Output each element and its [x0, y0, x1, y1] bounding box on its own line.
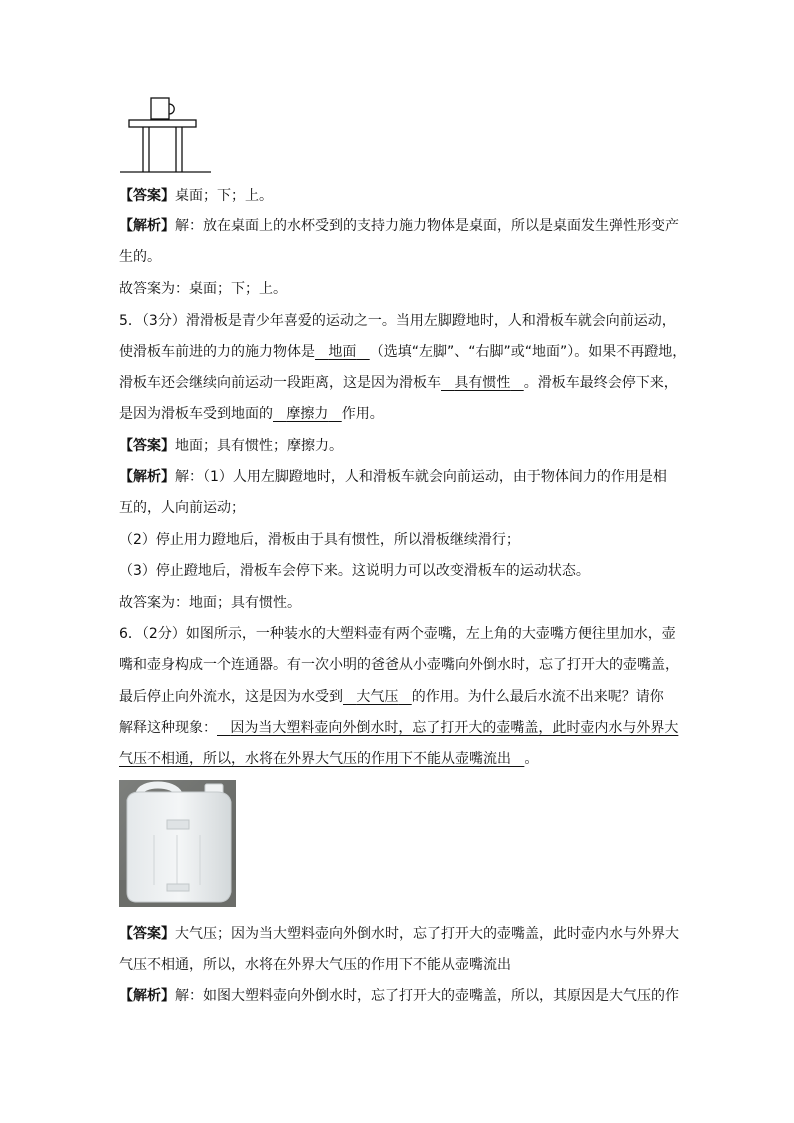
q6-question-line3: [119, 687, 664, 707]
q5-question-line1: 5．（3分）滑滑板是青少年喜爱的运动之一。当用左脚蹬地时，人和滑板车就会向前运动，: [119, 313, 676, 329]
q6-question-line1: 6．（2分）如图所示，一种装水的大塑料壶有两个壶嘴，左上角的大壶嘴方便往里加水，壶: [119, 626, 676, 642]
q4-analysis-cont: 生的。: [119, 249, 161, 265]
q5-text: （选填“左脚”、“右脚”或“地面”）。如果不再蹬地，: [369, 344, 687, 360]
q5-question-line4: [119, 404, 384, 424]
analysis-text: 解：如图大塑料壶向外倒水时，忘了打开大的壶嘴盖，所以，其原因是大气压的作: [175, 988, 679, 1004]
q6-analysis: [119, 986, 679, 1006]
q5-text: 滑板车还会继续向前运动一段距离，这是因为滑板车: [119, 375, 441, 391]
q5-analysis-line2: 互的，人向前运动；: [119, 500, 245, 516]
q5-text: 使滑板车前进的力的施力物体是: [119, 344, 315, 360]
answer-text: 地面；具有惯性；摩擦力。: [175, 438, 343, 454]
q6-text: 的作用。为什么最后水流不出来呢？请你: [411, 689, 664, 705]
q6-text: 最后停止向外流水，这是因为水受到: [119, 689, 343, 705]
q5-final-answer: 故答案为：地面；具有惯性。: [119, 595, 301, 611]
q6-answer-cont: 气压不相通，所以，水将在外界大气压的作用下不能从壶嘴流出: [119, 957, 511, 973]
q5-question-line2: [119, 342, 686, 362]
q5-text: 作用。: [341, 406, 384, 422]
answer-label: 【答案】: [119, 438, 175, 454]
analysis-label: 【解析】: [119, 988, 175, 1004]
answer-text: 桌面；下；上。: [175, 188, 273, 204]
q5-blank2: 具有惯性: [454, 375, 511, 391]
analysis-text: 解：放在桌面上的水杯受到的支持力施力物体是桌面，所以是桌面发生弹性形变产: [175, 218, 679, 234]
analysis-text: 解：（1）人用左脚蹬地时，人和滑板车就会向前运动，由于物体间力的作用是相: [175, 469, 667, 485]
q6-blank2-cont: 气压不相通，所以，水将在外界大气压的作用下不能从壶嘴流出: [119, 751, 511, 767]
q6-answer: [119, 924, 679, 944]
q5-question-line3: [119, 373, 678, 393]
q6-question-line2: 嘴和壶身构成一个连通器。有一次小明的爸爸从小壶嘴向外倒水时，忘了打开大的壶嘴盖，: [119, 657, 679, 673]
q5-text: 。滑板车最终会停下来，: [523, 375, 678, 391]
q6-question-line4: [119, 718, 678, 738]
q5-blank3: 摩擦力: [286, 406, 329, 422]
q5-analysis: [119, 467, 667, 487]
cup-on-table-figure: [118, 92, 218, 178]
q6-blank1: 大气压: [356, 689, 399, 705]
q5-analysis-line4: （3）停止蹬地后，滑板车会停下来。这说明力可以改变滑板车的运动状态。: [119, 563, 590, 579]
q5-blank1: 地面: [328, 344, 357, 360]
q5-text: 是因为滑板车受到地面的: [119, 406, 273, 422]
q4-analysis: [119, 216, 679, 236]
q6-text: 。: [524, 751, 539, 767]
plastic-jug-image: [119, 780, 236, 907]
q5-answer: [119, 436, 343, 456]
answer-label: 【答案】: [119, 188, 175, 204]
analysis-label: 【解析】: [119, 469, 175, 485]
q4-answer: [119, 186, 273, 206]
q5-analysis-line3: （2）停止用力蹬地后，滑板由于具有惯性，所以滑板继续滑行；: [119, 532, 520, 548]
q4-final-answer: 故答案为：桌面；下；上。: [119, 281, 287, 297]
answer-text: 大气压；因为当大塑料壶向外倒水时，忘了打开大的壶嘴盖，此时壶内水与外界大: [175, 926, 679, 942]
analysis-label: 【解析】: [119, 218, 175, 234]
q6-text: 解释这种现象：: [119, 720, 217, 736]
q6-blank2: 因为当大塑料壶向外倒水时，忘了打开大的壶嘴盖，此时壶内水与外界大: [230, 720, 679, 736]
answer-label: 【答案】: [119, 926, 175, 942]
q6-question-line5: [119, 749, 538, 769]
